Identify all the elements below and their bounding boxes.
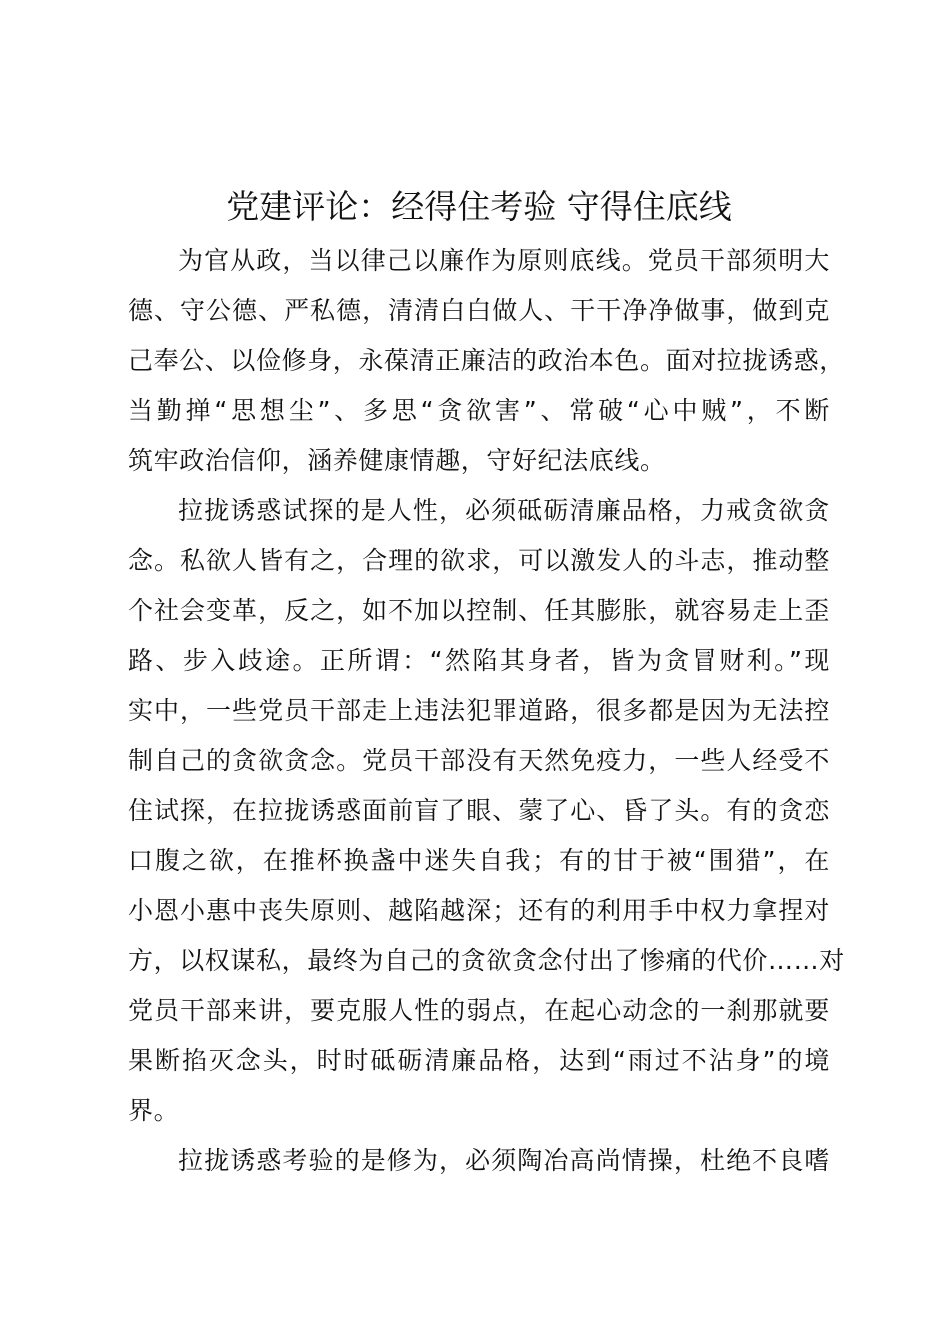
- paragraph-line: 当勤掸“思想尘”、多思“贪欲害”、常破“心中贼”，不断: [128, 396, 830, 425]
- paragraph-line: 筑牢政治信仰，涵养健康情趣，守好纪法底线。: [128, 446, 666, 475]
- paragraph-line: 住试探，在拉拢诱惑面前盲了眼、蒙了心、昏了头。有的贪恋: [128, 796, 830, 825]
- paragraph-line: 拉拢诱惑试探的是人性，必须砥砺清廉品格，力戒贪欲贪: [178, 496, 830, 525]
- document-body: [128, 236, 845, 1186]
- paragraph-2: [128, 486, 845, 1136]
- paragraph-line: 德、守公德、严私德，清清白白做人、干干净净做事，做到克: [128, 296, 830, 325]
- paragraph-line: 方，以权谋私，最终为自己的贪欲贪念付出了惨痛的代价……对: [128, 946, 845, 975]
- paragraph-line: 己奉公、以俭修身，永葆清正廉洁的政治本色。面对拉拢诱惑，: [128, 346, 845, 375]
- paragraph-line: 界。: [128, 1096, 180, 1125]
- paragraph-line: 制自己的贪欲贪念。党员干部没有天然免疫力，一些人经受不: [128, 746, 830, 775]
- paragraph-line: 路、步入歧途。正所谓：“然陷其身者，皆为贪冒财利。”现: [128, 646, 830, 675]
- paragraph-line: 念。私欲人皆有之，合理的欲求，可以激发人的斗志，推动整: [128, 546, 830, 575]
- paragraph-line: 党员干部来讲，要克服人性的弱点，在起心动念的一刹那就要: [128, 996, 830, 1025]
- paragraph-1: [128, 236, 845, 486]
- paragraph-3: [128, 1136, 830, 1186]
- paragraph-line: 拉拢诱惑考验的是修为，必须陶冶高尚情操，杜绝不良嗜: [178, 1146, 830, 1175]
- paragraph-line: 小恩小惠中丧失原则、越陷越深；还有的利用手中权力拿捏对: [128, 896, 830, 925]
- paragraph-line: 口腹之欲，在推杯换盏中迷失自我；有的甘于被“围猎”，在: [128, 846, 830, 875]
- paragraph-line: 个社会变革，反之，如不加以控制、任其膨胀，就容易走上歪: [128, 596, 830, 625]
- paragraph-line: 为官从政，当以律己以廉作为原则底线。党员干部须明大: [178, 246, 830, 275]
- paragraph-line: 果断掐灭念头，时时砥砺清廉品格，达到“雨过不沾身”的境: [128, 1046, 830, 1075]
- paragraph-line: 实中，一些党员干部走上违法犯罪道路，很多都是因为无法控: [128, 696, 830, 725]
- document-title: 党建评论：经得住考验 守得住底线: [226, 187, 732, 226]
